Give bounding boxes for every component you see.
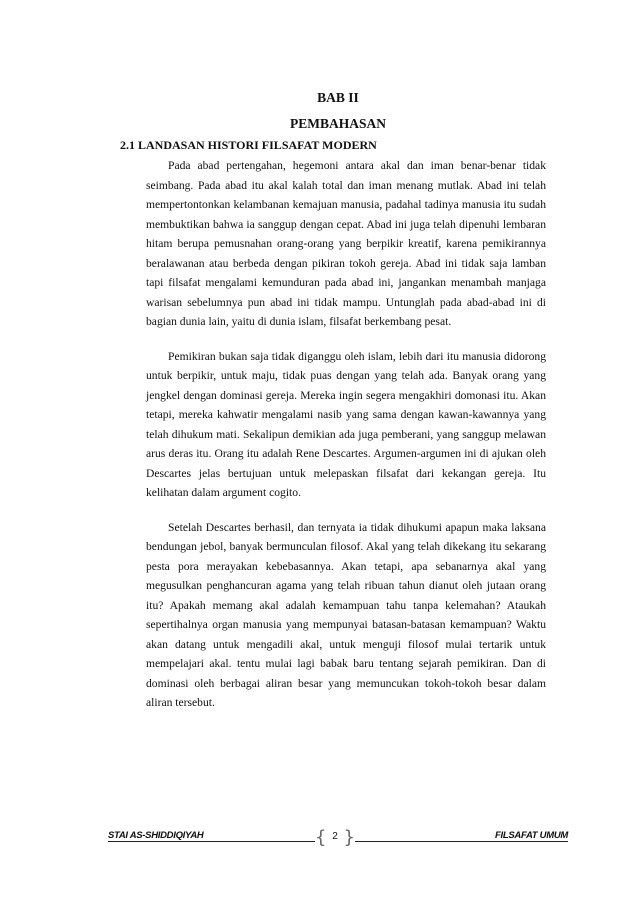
paragraph-3: Setelah Descartes berhasil, dan ternyata ia tidak dihukumi apapun maka laksana bendungan jebol, banyak bermunculan filosof. Akal yang telah dikekang itu sekarang pesta pora merayakan kebebasannya. Akan tetapi, apa sebanarnya akal yang megusulkan penghancuran agama yang telah ribuan tahun dianut oleh jutaan orang itu? Apakah memang akal adalah kemampuan tahu tanpa kelemahan? Ataukah sepertihalnya organ manusia yang mempunyai batasan-batasan kemampuan? Waktu akan datang untuk mengadili akal, untuk menguji filosof mulai tertarik untuk mempelajari akal. tentu mulai lagi babak baru tentang sejarah pemikiran. Dan di dominasi oleh berbagai aliran besar yang memuncukan tokoh-tokoh besar dalam aliran tersebut.: [146, 520, 546, 709]
paragraph-2: Pemikiran bukan saja tidak diganggu oleh islam, lebih dari itu manusia didorong untuk berpikir, untuk maju, tidak puas dengan yang telah ada. Banyak orang yang jengkel dengan dominasi gereja. Mereka ingin segera mengakhiri domonasi itu. Akan tetapi, mereka kahwatir mengalami nasib yang sama dengan kawan-kawannya yang telah dihukum mati. Sekalipun demikian ada juga pemberani, yang sanggup melawan arus deras itu. Orang itu adalah Rene Descartes. Argumen-argumen ini di ajukan oleh Descartes jelas bertujuan untuk melepaskan filsafat dari kekangan gereja. Itu kelihatan dalam argument cogito.: [146, 349, 546, 499]
section-heading: 2.1 LANDASAN HISTORI FILSAFAT MODERN: [120, 138, 377, 152]
page-footer: [0, 826, 638, 850]
page-number-box: [315, 826, 355, 850]
right-bracket-icon: }: [343, 827, 355, 848]
footer-institution: STAI AS-SHIDDIQIYAH: [108, 830, 206, 841]
body-text: [146, 156, 546, 728]
chapter-label: BAB II: [317, 90, 359, 105]
chapter-title: PEMBAHASAN: [289, 116, 386, 131]
page-number: 2: [332, 831, 338, 842]
left-bracket-icon: {: [315, 827, 327, 848]
paragraph-1: Pada abad pertengahan, hegemoni antara akal dan iman benar-benar tidak seimbang. Pada abad itu akal kalah total dan iman menang mutlak. Abad ini telah mempertontonkan kelambanan kemajuan manusia, padahal tadinya manusia itu sudah membuktikan bahwa ia sanggup dengan cepat. Abad ini juga telah dipenuhi lembaran hitam berupa pemusnahan orang-orang yang berpikir kreatif, karena pemikirannya beralawanan atau berbeda dengan pikiran tokoh gereja. Abad ini tidak saja lamban tapi filsafat mengalami kemunduran pada abad ini, jangankan menambah manjaga warisan sebelumnya pun abad ini tidak mampu. Untunglah pada abad-abad ini di bagian dunia lain, yaitu di dunia islam, filsafat berkembang pesat.: [146, 159, 546, 328]
footer-course: FILSAFAT UMUM: [492, 830, 568, 841]
